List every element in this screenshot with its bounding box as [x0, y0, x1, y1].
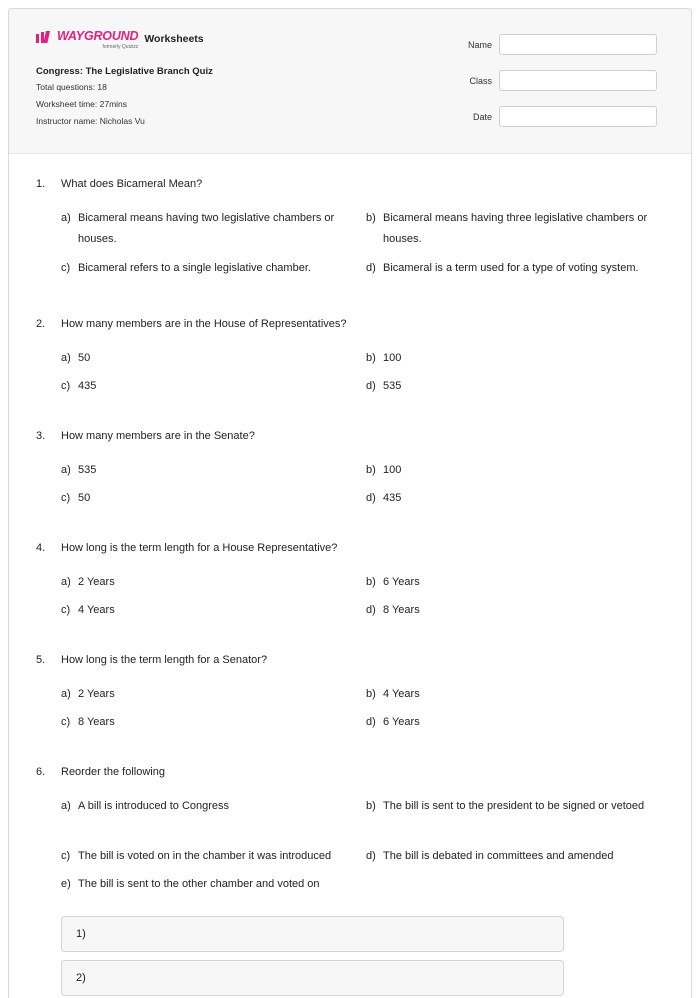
option-b[interactable]: b) Bicameral means having three legislative chambers or houses.	[366, 212, 648, 245]
option-b[interactable]: b) 6 Years	[366, 576, 420, 588]
quiz-title: Congress: The Legislative Branch Quiz	[36, 66, 213, 77]
option-c[interactable]: c) 4 Years	[61, 604, 115, 616]
option-b[interactable]: b) 100	[366, 352, 402, 364]
worksheet-time: Worksheet time: 27mins	[36, 99, 128, 109]
name-label: Name	[467, 39, 492, 50]
option-d[interactable]: d) 435	[366, 492, 402, 504]
question-number: 6.	[36, 766, 46, 778]
name-field	[449, 34, 665, 55]
logo-text: WAYGROUND	[57, 29, 139, 43]
question-number: 2.	[36, 318, 46, 330]
option-d[interactable]: d) Bicameral is a term used for a type of voting system.	[366, 262, 639, 274]
total-questions: Total questions: 18	[36, 82, 107, 92]
option-a[interactable]: a) 50	[61, 352, 91, 364]
option-b[interactable]: b) 100	[366, 464, 402, 476]
question-text: How many members are in the House of Representatives?	[61, 318, 347, 330]
question-number: 5.	[36, 654, 46, 666]
quiz-meta	[36, 66, 213, 133]
class-label: Class	[469, 75, 492, 86]
worksheet-page	[8, 8, 692, 998]
option-d[interactable]: d) The bill is debated in committees and amended	[366, 850, 614, 862]
date-label: Date	[472, 111, 492, 122]
wayground-logo-icon	[36, 31, 54, 43]
option-b[interactable]: b) 4 Years	[366, 688, 420, 700]
question-number: 3.	[36, 430, 46, 442]
option-a[interactable]: a) 2 Years	[61, 688, 115, 700]
question-text: How long is the term length for a Senator?	[61, 654, 268, 666]
worksheet-header	[9, 9, 691, 154]
option-a[interactable]: a) 2 Years	[61, 576, 115, 588]
option-d[interactable]: d) 6 Years	[366, 716, 420, 728]
section-label: Worksheets	[144, 33, 204, 45]
option-c[interactable]: c) 435	[61, 380, 97, 392]
option-a[interactable]: a) 535	[61, 464, 97, 476]
option-d[interactable]: d) 535	[366, 380, 402, 392]
question-number: 1.	[36, 178, 46, 190]
logo	[36, 30, 138, 50]
class-input[interactable]	[499, 70, 657, 91]
option-b[interactable]: b) The bill is sent to the president to be signed or vetoed	[366, 800, 645, 812]
question-text: What does Bicameral Mean?	[61, 178, 203, 190]
brand	[36, 30, 204, 50]
logo-subtitle: formerly Quizizz	[102, 44, 139, 50]
answer-slot-2[interactable]: 2)	[61, 960, 564, 996]
question-text: How long is the term length for a House Representative?	[61, 542, 338, 554]
question-text: How many members are in the Senate?	[61, 430, 255, 442]
answer-slot-1[interactable]: 1)	[61, 916, 564, 952]
date-field	[449, 106, 665, 127]
option-c[interactable]: c) 8 Years	[61, 716, 115, 728]
option-c[interactable]: c) Bicameral refers to a single legislative chamber.	[61, 262, 311, 274]
option-c[interactable]: c) 50	[61, 492, 91, 504]
name-input[interactable]	[499, 34, 657, 55]
option-e[interactable]: e) The bill is sent to the other chamber and voted on	[61, 878, 320, 890]
date-input[interactable]	[499, 106, 657, 127]
option-a[interactable]: a) Bicameral means having two legislative chambers or houses.	[61, 212, 335, 245]
option-a[interactable]: a) A bill is introduced to Congress	[61, 800, 230, 812]
instructor-name: Instructor name: Nicholas Vu	[36, 116, 145, 126]
option-c[interactable]: c) The bill is voted on in the chamber it was introduced	[61, 850, 332, 862]
class-field	[449, 70, 665, 91]
option-d[interactable]: d) 8 Years	[366, 604, 420, 616]
question-number: 4.	[36, 542, 46, 554]
question-text: Reorder the following	[61, 766, 165, 778]
